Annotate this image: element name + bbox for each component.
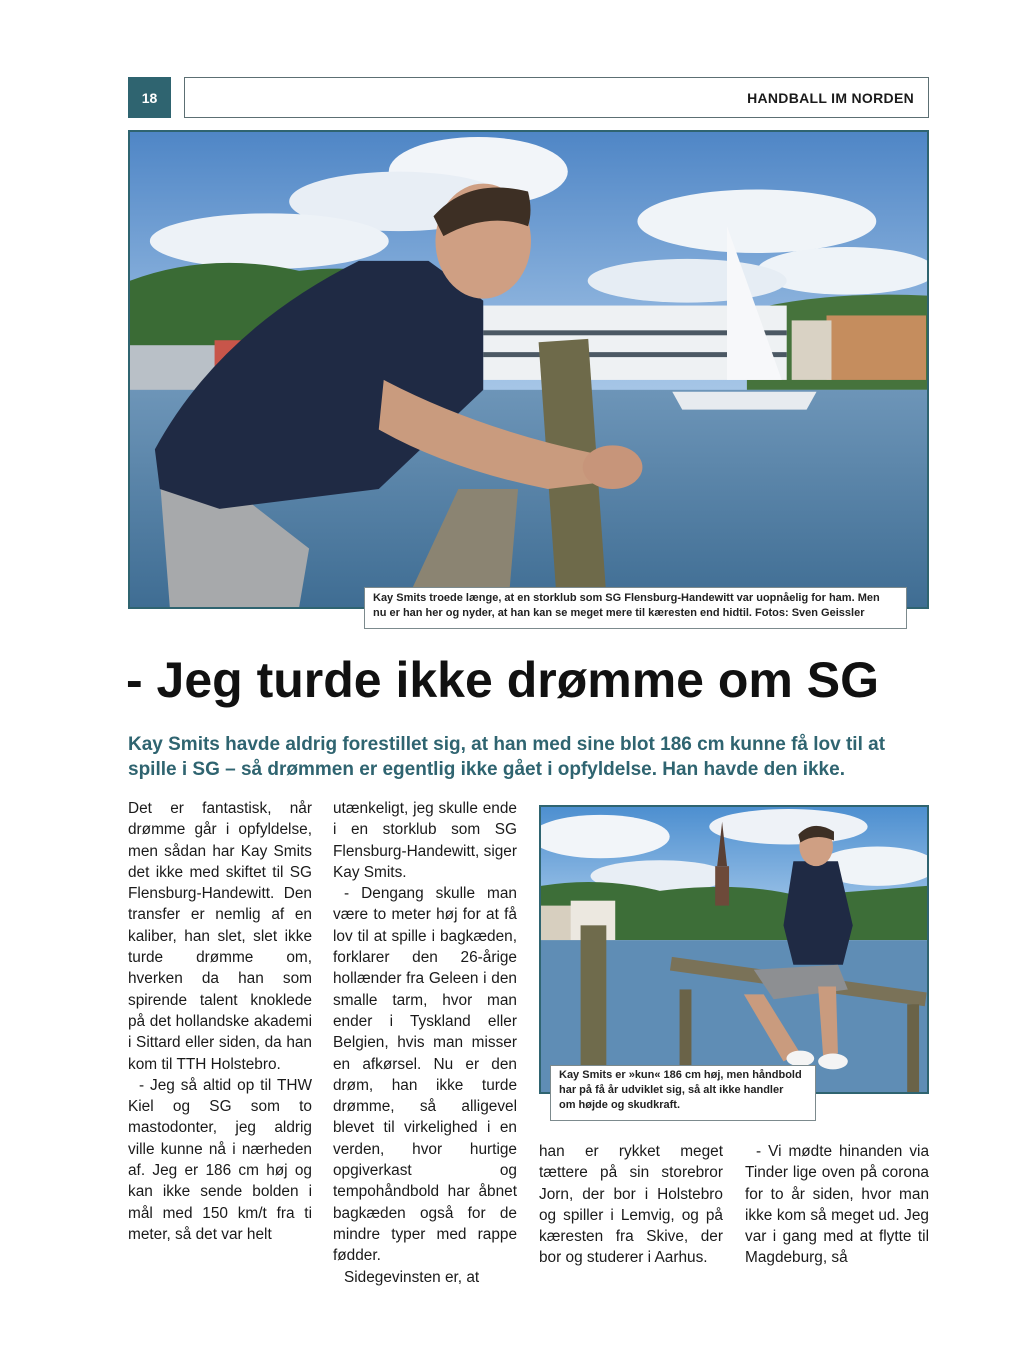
page-number: 18 — [128, 77, 171, 118]
paragraph: utænkeligt, jeg skulle ende i en storklub som SG Flensburg-Handewitt, siger Kay Smits. — [333, 800, 517, 881]
paragraph: - Vi mødte hinanden via Tinder lige oven på corona for to år siden, hvor man ikke kom så meget ud. Jeg var i gang med at flytte til Magdeburg, så — [745, 1143, 929, 1267]
caption-line: nu er han her og nyder, at han kan se meget mere til kæresten end hidtil. Fotos: Sven Geissler — [373, 607, 865, 619]
main-photo — [128, 130, 929, 609]
caption-line: Kay Smits troede længe, at en storklub som SG Flensburg-Handewitt var uopnåelig for ham. Men — [373, 592, 880, 604]
caption-line: har på få år udviklet sig, så alt ikke handler — [559, 1084, 784, 1096]
article-headline: - Jeg turde ikke drømme om SG — [126, 652, 879, 708]
paragraph: - Dengang skulle man være to meter høj for at få lov til at spille i bagkæden, forklarer den 26-årige hollænder fra Geleen i den smalle tarm, hvor man ender i Tyskland eller Belgien, hvis man misser en afkørsel. Nu er den drøm, han ikke turde drømme, så alligevel blevet til virkelighed i en verden, hvor hurtige opgiverkast og tempohåndbold har åbnet bagkæden også for de mindre typer med rappe fødder. — [333, 885, 517, 1265]
secondary-photo-caption — [550, 1065, 816, 1121]
section-title: HANDBALL IM NORDEN — [747, 89, 914, 106]
paragraph: han er rykket meget tættere på sin storebror Jorn, der bor i Holstebro og spiller i Lemvig, og på kæresten fra Skive, der bor og studerer i Aarhus. — [539, 1143, 723, 1267]
main-photo-caption — [364, 587, 907, 629]
article-column-2 — [333, 798, 517, 1288]
caption-line: om højde og skudkraft. — [559, 1099, 681, 1111]
paragraph: Sidegevinsten er, at — [344, 1268, 480, 1286]
article-lead: Kay Smits havde aldrig forestillet sig, at han med sine blot 186 cm kunne få lov til at spille i SG – så drømmen er egentlig ikke gået i opfyldelse. Han havde den ikke. — [128, 734, 886, 780]
section-header — [184, 77, 929, 118]
paragraph: - Jeg så altid op til THW Kiel og SG som to mastodonter, jeg aldrig ville kunne nå i nærheden af. Jeg er 186 cm høj og kan ikke sende bolden i mål med 150 km/t fra ti meter, så det var helt — [128, 1076, 312, 1243]
caption-line: Kay Smits er »kun« 186 cm høj, men håndbold — [559, 1069, 802, 1081]
harbor-portrait-image — [130, 132, 927, 607]
secondary-photo — [539, 805, 929, 1094]
article-column-3 — [539, 1141, 723, 1269]
harbor-sitting-image — [541, 807, 927, 1092]
article-column-4 — [745, 1141, 929, 1269]
paragraph: Det er fantastisk, når drømme går i opfyldelse, men sådan har Kay Smits det ikke med skiftet til SG Flensburg-Handewitt. Den transfer er nemlig af en kaliber, han slet, slet ikke turde drømme om, hverken da han som spirende talent knoklede på det hollandske akademi i Sittard eller siden, da han kom til TTH Holstebro. — [128, 800, 312, 1073]
article-column-1 — [128, 798, 312, 1245]
